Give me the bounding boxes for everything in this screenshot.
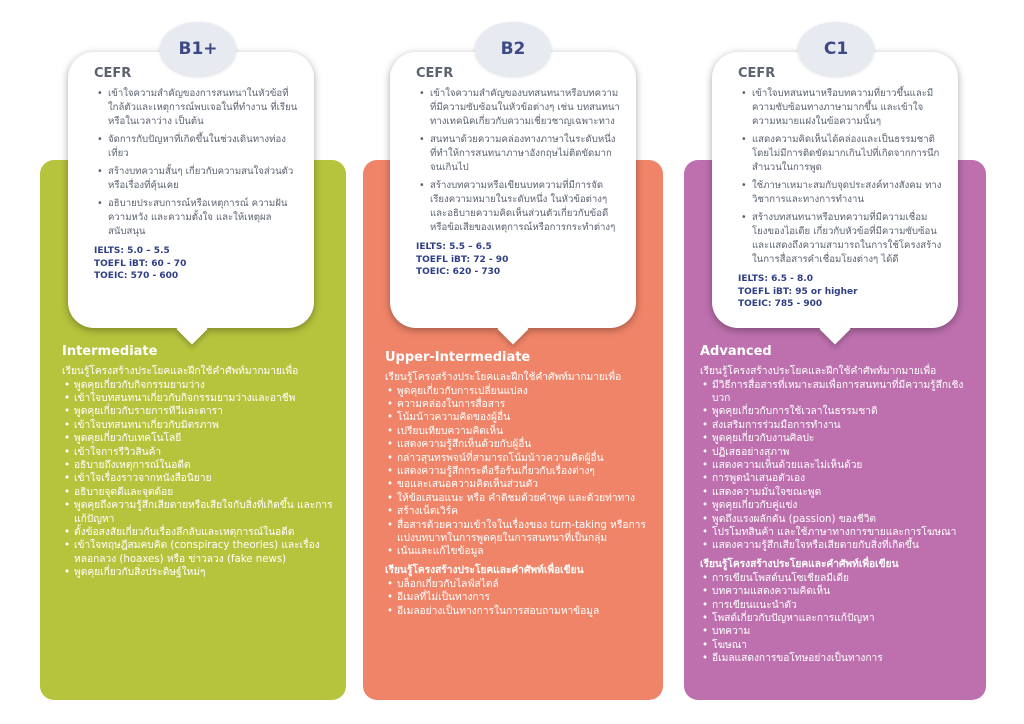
list-item: • พูดถึงแรงผลักดัน (passion) ของชีวิต bbox=[712, 513, 978, 526]
list-item: • การพูดนำเสนอตัวเอง bbox=[712, 472, 978, 485]
level-badge-b2: B2 bbox=[475, 22, 551, 76]
list-item: • พูดคุยเกี่ยวกับการเปลี่ยนแปลง bbox=[397, 385, 651, 398]
cefr-label: CEFR bbox=[738, 66, 776, 81]
test-scores bbox=[94, 245, 298, 283]
list-item: • สร้างเน็ตเวิร์ค bbox=[397, 505, 651, 518]
test-scores bbox=[738, 273, 942, 311]
list-item: • พูดคุยเกี่ยวกับงานศิลปะ bbox=[712, 432, 978, 445]
list-item: • พูดคุยเกี่ยวกับเทคโนโลยี bbox=[74, 432, 334, 445]
list-item: • เปรียบเทียบความคิดเห็น bbox=[397, 425, 651, 438]
cefr-bubble-b1 bbox=[68, 52, 314, 328]
list-item: • พูดคุยเกี่ยวกับรายการทีวีและดารา bbox=[74, 405, 334, 418]
list-item: • บทความ bbox=[712, 625, 978, 638]
cefr-points bbox=[94, 87, 298, 239]
list-item: • อธิบายถึงเหตุการณ์ในอดีต bbox=[74, 459, 334, 472]
list-item: • พูดคุยเกี่ยวกับกิจกรรมยามว่าง bbox=[74, 379, 334, 392]
list-item: • การเขียนโพสต์บนโซเชียลมีเดีย bbox=[712, 572, 978, 585]
score-toeic: TOEIC: 570 - 600 bbox=[94, 271, 179, 281]
test-scores bbox=[416, 241, 620, 279]
list-item: • กล่าวสุนทรพจน์ที่สามารถโน้มน้าวความคิดผู้อื่น bbox=[397, 452, 651, 465]
list-item: • ขอและเสนอความคิดเห็นส่วนตัว bbox=[397, 478, 651, 491]
writing-title: เรียนรู้โครงสร้างประโยคและคำศัพท์เพื่อเขียน bbox=[385, 564, 584, 576]
list-item: • บล็อกเกี่ยวกับไลฟ์สไตล์ bbox=[397, 578, 651, 591]
writing-list bbox=[700, 572, 978, 666]
list-item: • การเขียนแนะนำตัว bbox=[712, 599, 978, 612]
panel-intro: เรียนรู้โครงสร้างประโยคและฝึกใช้คำศัพท์มากมายเพื่อ bbox=[62, 366, 299, 377]
cefr-point: • แสดงความคิดเห็นได้คล่องและเป็นธรรมชาติ โดยไม่มีการติดขัดมากเกินไปที่เกิดจากการนึกสำนวนในการพูด bbox=[752, 133, 942, 175]
panel-intro: เรียนรู้โครงสร้างประโยคและฝึกใช้คำศัพท์มากมายเพื่อ bbox=[700, 366, 937, 377]
score-toeic: TOEIC: 785 - 900 bbox=[738, 299, 823, 309]
list-item: • อีเมลแสดงการขอโทษอย่างเป็นทางการ bbox=[712, 652, 978, 665]
list-item: • ให้ข้อเสนอแนะ หรือ คำติชมด้วยคำพูด และด้วยท่าทาง bbox=[397, 492, 651, 505]
skills-list bbox=[62, 379, 334, 580]
list-item: • พูดคุยเกี่ยวกับสิ่งประดิษฐ์ใหม่ๆ bbox=[74, 566, 334, 579]
cefr-point: • เข้าใจความสำคัญของบทสนทนาหรือบทความที่มีความซับซ้อนในหัวข้อต่างๆ เช่น บทสนทนาทางเทคนิคเกี่ยวกับความเชี่ยวชาญเฉพาะทาง bbox=[430, 87, 620, 129]
list-item: • แสดงความรู้สึกกระตือรือร้นเกี่ยวกับเรื่องต่างๆ bbox=[397, 465, 651, 478]
list-item: • บทความแสดงความคิดเห็น bbox=[712, 585, 978, 598]
cefr-point: • เข้าใจความสำคัญของการสนทนาในหัวข้อที่ใกล้ตัวและเหตุการณ์พบเจอในที่ทำงาน ที่เรียน หรือในเวลาว่าง เป็นต้น bbox=[108, 87, 298, 129]
cefr-bubble-b2 bbox=[390, 52, 636, 328]
panel-content bbox=[385, 350, 651, 618]
panel-intro: เรียนรู้โครงสร้างประโยคและฝึกใช้คำศัพท์มากมายเพื่อ bbox=[385, 372, 622, 383]
list-item: • แสดงความรู้สึกเสียใจหรือเสียดายกับสิ่งที่เกิดขึ้น bbox=[712, 539, 978, 552]
list-item: • แสดงความมั่นใจขณะพูด bbox=[712, 486, 978, 499]
list-item: • อีเมลที่ไม่เป็นทางการ bbox=[397, 591, 651, 604]
list-item: • สื่อสารด้วยความเข้าใจในเรื่องของ turn-taking หรือการแบ่งบทบาทในการพูดคุยในการสนทนาที่เป็นกลุ่ม bbox=[397, 519, 651, 546]
list-item: • อธิบายจุดดีและจุดด้อย bbox=[74, 486, 334, 499]
cefr-label: CEFR bbox=[94, 66, 132, 81]
list-item: • เข้าใจทฤษฎีสมคบคิด (conspiracy theories) และเรื่องหลอกลวง (hoaxes) หรือ ข่าวลวง (fake news) bbox=[74, 539, 334, 566]
score-toefl: TOEFL iBT: 95 or higher bbox=[738, 286, 858, 297]
panel-content bbox=[62, 344, 334, 580]
list-item: • อีเมลอย่างเป็นทางการในการสอบถามหาข้อมูล bbox=[397, 605, 651, 618]
list-item: • แสดงความรู้สึกเห็นด้วยกับผู้อื่น bbox=[397, 438, 651, 451]
cefr-point: • ใช้ภาษาเหมาะสมกับจุดประสงค์ทางสังคม ทางวิชาการและทางการทำงาน bbox=[752, 179, 942, 207]
cefr-point: • อธิบายประสบการณ์หรือเหตุการณ์ ความฝัน ความหวัง และความตั้งใจ และให้เหตุผลสนับสนุน bbox=[108, 197, 298, 239]
cefr-points bbox=[738, 87, 942, 267]
score-toeic: TOEIC: 620 - 730 bbox=[416, 267, 501, 277]
score-ielts: IELTS: 6.5 - 8.0 bbox=[738, 274, 813, 284]
cefr-point: • จัดการกับปัญหาที่เกิดขึ้นในช่วงเดินทางท่องเที่ยว bbox=[108, 133, 298, 161]
cefr-point: • สนทนาด้วยความคล่องทางภาษาในระดับหนึ่ง ที่ทำให้การสนทนาภาษาอังกฤษไม่ติดขัดมากจนเกินไป bbox=[430, 133, 620, 175]
level-badge-b1: B1+ bbox=[160, 22, 236, 76]
cefr-point: • สร้างบทความหรือเขียนบทความที่มีการจัดเรียงความหมายในระดับหนึ่ง ในหัวข้อต่างๆ และอธิบายความคิดเห็นส่วนตัวเกี่ยวกับข้อดีหรือข้อเสียของเหตุการณ์หรือการกระทำต่างๆ bbox=[430, 179, 620, 235]
score-ielts: IELTS: 5.0 – 5.5 bbox=[94, 246, 170, 256]
cefr-point: • สร้างบทสนทนาหรือบทความที่มีความเชื่อมโยงของไอเดีย เกี่ยวกับหัวข้อที่มีความซับซ้อน และแสดงถึงความสามารถในการใช้โครงสร้างในการสื่อสารคำเชื่อมโยงต่างๆ ได้ดี bbox=[752, 211, 942, 267]
level-title: Advanced bbox=[700, 344, 772, 359]
list-item: • ตั้งข้อสงสัยเกี่ยวกับเรื่องลึกลับและเหตุการณ์ในอดีต bbox=[74, 526, 334, 539]
skills-list bbox=[385, 385, 651, 559]
list-item: • พูดคุยถึงความรู้สึกเสียดายหรือเสียใจกับสิ่งที่เกิดขึ้น และการแก้ปัญหา bbox=[74, 499, 334, 526]
list-item: • เน้นและแก้ไขข้อมูล bbox=[397, 545, 651, 558]
list-item: • เข้าใจเรื่องราวจากหนังสือนิยาย bbox=[74, 472, 334, 485]
cefr-label: CEFR bbox=[416, 66, 454, 81]
level-title: Upper-Intermediate bbox=[385, 350, 531, 365]
level-badge-c1: C1 bbox=[798, 22, 874, 76]
score-ielts: IELTS: 5.5 – 6.5 bbox=[416, 242, 492, 252]
skills-list bbox=[700, 379, 978, 553]
cefr-point: • สร้างบทความสั้นๆ เกี่ยวกับความสนใจส่วนตัวหรือเรื่องที่คุ้นเคย bbox=[108, 165, 298, 193]
list-item: • โฆษณา bbox=[712, 639, 978, 652]
list-item: • ส่งเสริมการร่วมมือการทำงาน bbox=[712, 419, 978, 432]
list-item: • เข้าใจบทสนทนาเกี่ยวกับกิจกรรมยามว่างและอาชีพ bbox=[74, 392, 334, 405]
writing-list bbox=[385, 578, 651, 618]
list-item: • เข้าใจการรีวิวสินค้า bbox=[74, 446, 334, 459]
list-item: • โน้มน้าวความคิดของผู้อื่น bbox=[397, 411, 651, 424]
panel-content bbox=[700, 344, 978, 666]
list-item: • ปฏิเสธอย่างสุภาพ bbox=[712, 446, 978, 459]
list-item: • ความคล่องในการสื่อสาร bbox=[397, 398, 651, 411]
cefr-bubble-c1 bbox=[712, 52, 958, 328]
list-item: • แสดงความเห็นด้วยและไม่เห็นด้วย bbox=[712, 459, 978, 472]
list-item: • เข้าใจบทสนทนาเกี่ยวกับมิตรภาพ bbox=[74, 419, 334, 432]
cefr-points bbox=[416, 87, 620, 235]
list-item: • พูดคุยเกี่ยวกับคู่แข่ง bbox=[712, 499, 978, 512]
score-toefl: TOEFL iBT: 60 - 70 bbox=[94, 258, 187, 269]
list-item: • มีวิธีการสื่อสารที่เหมาะสมเพื่อการสนทนาที่มีความรู้สึกเชิงบวก bbox=[712, 379, 978, 406]
writing-title: เรียนรู้โครงสร้างประโยคและคำศัพท์เพื่อเขียน bbox=[700, 558, 899, 570]
score-toefl: TOEFL iBT: 72 - 90 bbox=[416, 254, 509, 265]
list-item: • โพสต์เกี่ยวกับปัญหาและการแก้ปัญหา bbox=[712, 612, 978, 625]
list-item: • พูดคุยเกี่ยวกับการใช้เวลาในธรรมชาติ bbox=[712, 405, 978, 418]
list-item: • โปรโมทสินค้า และใช้ภาษาทางการขายและการโฆษณา bbox=[712, 526, 978, 539]
cefr-point: • เข้าใจบทสนทนาหรือบทความที่ยาวขึ้นและมีความซับซ้อนทางภาษามากขึ้น และเข้าใจความหมายแฝงในข้อความนั้นๆ bbox=[752, 87, 942, 129]
level-title: Intermediate bbox=[62, 344, 158, 359]
